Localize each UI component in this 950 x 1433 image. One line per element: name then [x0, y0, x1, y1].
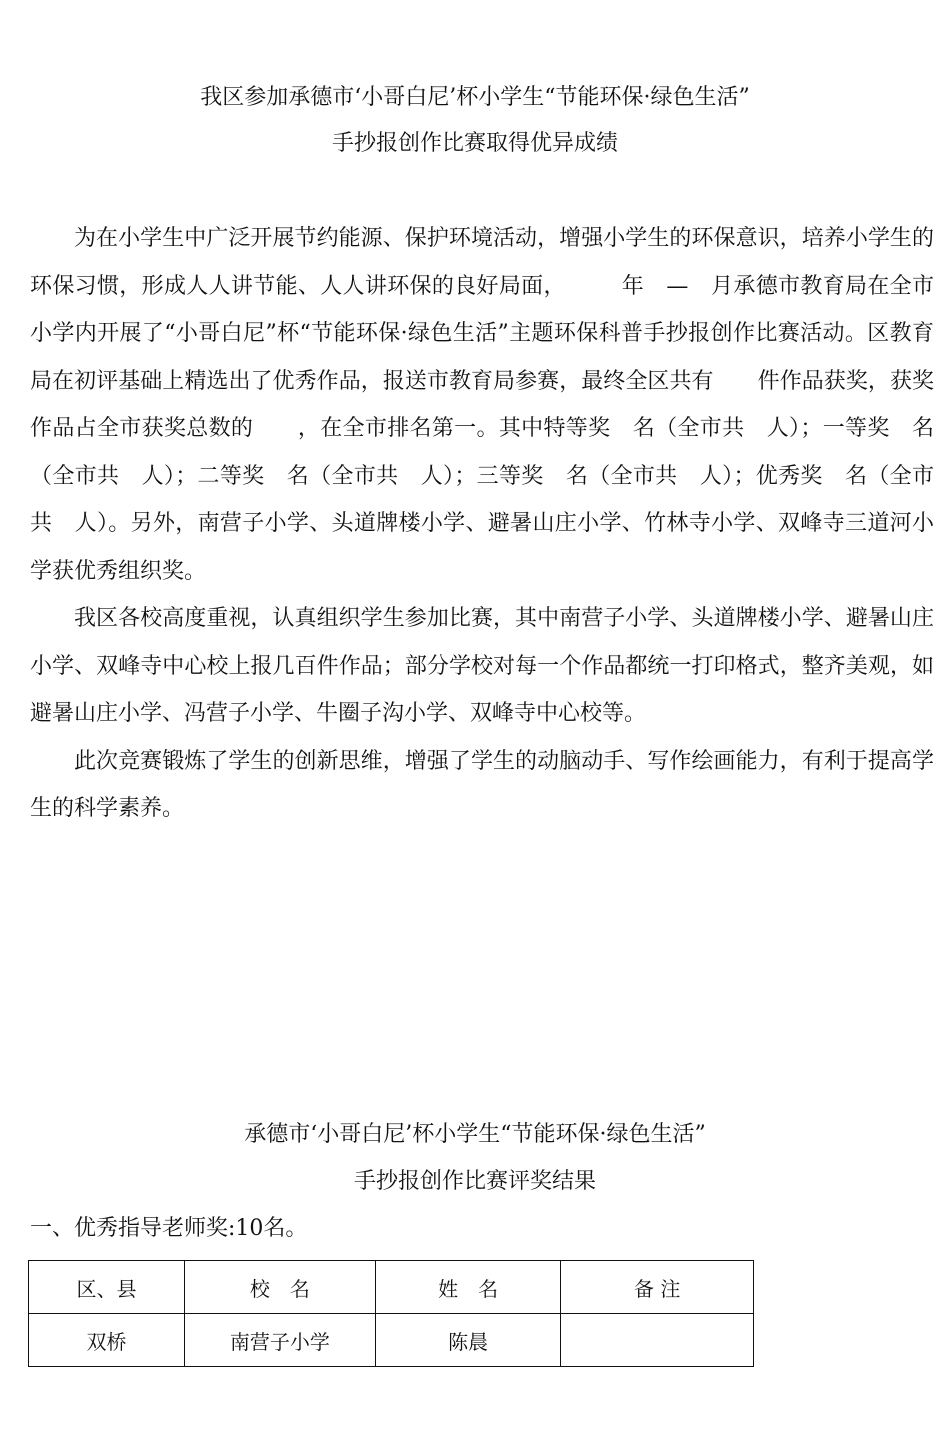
table-row — [29, 1314, 754, 1367]
results-title-line2: 手抄报创作比赛评奖结果 — [353, 1169, 596, 1194]
header-school: 校 名 — [185, 1261, 376, 1314]
results-title-line1: 承德市‘小哥白尼’杯小学生“节能环保·绿色生活” — [244, 1122, 706, 1147]
cell-remarks — [561, 1314, 754, 1367]
awards-table — [28, 1260, 754, 1367]
article-title-line2: 手抄报创作比赛取得优异成绩 — [331, 131, 618, 156]
paragraph-conclusion: 此次竞赛锻炼了学生的创新思维，增强了学生的动脑动手、写作绘画能力，有利于提高学生的科学素养。 — [30, 748, 934, 821]
paragraph-schools: 我区各校高度重视，认真组织学生参加比赛，其中南营子小学、头道牌楼小学、避暑山庄小学、双峰寺中心校上报几百件作品；部分学校对每一个作品都统一打印格式，整齐美观，如避暑山庄小学、冯营子小学、牛圈子沟小学、双峰寺中心校等。 — [30, 606, 934, 726]
header-district: 区、县 — [29, 1261, 185, 1314]
cell-name: 陈晨 — [375, 1314, 561, 1367]
article-body — [30, 215, 934, 833]
header-remarks: 备 注 — [561, 1261, 754, 1314]
section-heading-teacher-award: 一、优秀指导老师奖:10名。 — [30, 1216, 308, 1241]
cell-district: 双桥 — [29, 1314, 185, 1367]
article-title-line1: 我区参加承德市‘小哥白尼’杯小学生“节能环保·绿色生活” — [200, 85, 750, 110]
cell-school: 南营子小学 — [185, 1314, 376, 1367]
paragraph-intro: 为在小学生中广泛开展节约能源、保护环境活动，增强小学生的环保意识，培养小学生的环保习惯，形成人人讲节能、人人讲环保的良好局面， 年 — 月承德市教育局在全市小学内开展了“小哥白尼”杯“节能环保·绿色生活”主题环保科普手抄报创作比赛活动。区教育局在初评基础上精选出了优秀作品，报送市教育局参赛，最终全区共有 件作品获奖，获奖作品占全市获奖总数的 ，在全市排名第一。其中特等奖 名（全市共 人）；一等奖 名（全市共 人）；二等奖 名（全市共 人）；三等奖 名（全市共 人）；优秀奖 名（全市共 人）。另外，南营子小学、头道牌楼小学、避暑山庄小学、竹林寺小学、双峰寺三道河小学获优秀组织奖。 — [30, 226, 934, 584]
header-name: 姓 名 — [375, 1261, 561, 1314]
table-header-row — [29, 1261, 754, 1314]
